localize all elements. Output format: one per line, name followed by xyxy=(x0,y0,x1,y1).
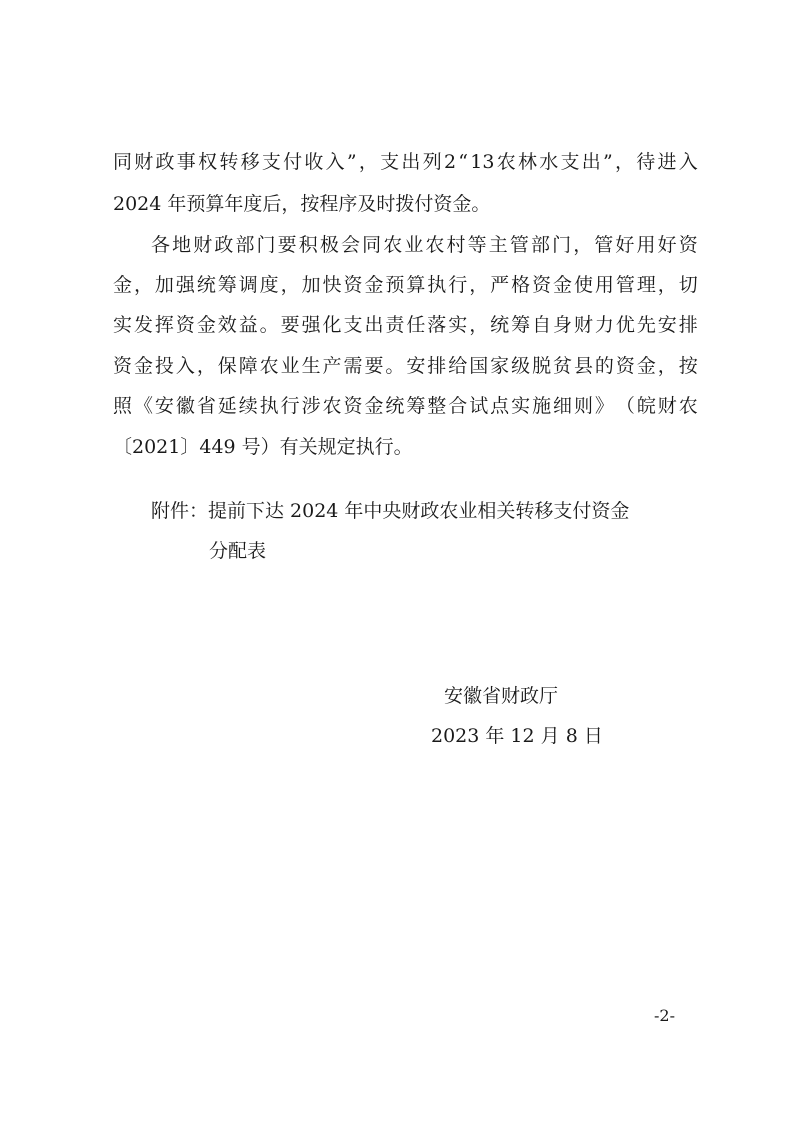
paragraph2-line-3-text-glyph: 支 xyxy=(343,314,363,336)
paragraph2-line-5-text-glyph: 涉 xyxy=(301,395,321,417)
paragraph1-line-1-text-glyph: 待 xyxy=(636,151,656,173)
paragraph2-line-4-text-glyph: 脱 xyxy=(532,355,552,377)
paragraph2-line-2-text-glyph: 金 xyxy=(113,274,133,296)
paragraph1-line-1-text-glyph: ” xyxy=(603,151,613,173)
paragraph1-line-1-text-glyph: 转 xyxy=(219,151,239,173)
paragraph2-line-4-text-glyph: 障 xyxy=(238,355,258,377)
paragraph2-line-4-text-glyph: 生 xyxy=(301,355,321,377)
paragraph2-line-5-text-glyph: 省 xyxy=(196,395,216,417)
paragraph2-line-4-text-glyph: 。 xyxy=(385,355,405,377)
paragraph1-line-1-text-glyph: 付 xyxy=(283,151,303,173)
paragraph2-line-2-text-glyph: 加 xyxy=(301,274,321,296)
paragraph2-line-4-text-glyph: 贫 xyxy=(553,355,573,377)
paragraph2-line-3-text-glyph: 财 xyxy=(573,314,593,336)
paragraph2-line-1-text-glyph: 村 xyxy=(446,234,466,256)
paragraph2-line-3-text-glyph: 筹 xyxy=(511,314,531,336)
paragraph2-line-3-text-glyph: 落 xyxy=(427,314,447,336)
paragraph2-line-2-text-glyph: 管 xyxy=(615,274,635,296)
paragraph2-line-5-text-glyph: 试 xyxy=(469,395,489,417)
paragraph2-line-3-text-glyph: 出 xyxy=(364,314,384,336)
paragraph2-line-3-text-glyph: 益 xyxy=(238,314,258,336)
paragraph2-line-1-text-glyph: 资 xyxy=(678,234,698,256)
paragraph2-line-1-text-glyph: 农 xyxy=(383,234,403,256)
paragraph2-line-1-text-glyph: 等 xyxy=(467,234,487,256)
paragraph2-line-2-text-glyph: 行 xyxy=(448,274,468,296)
paragraph1-line-1-text-glyph: ” xyxy=(346,151,357,173)
paragraph2-line-4-text-glyph: 农 xyxy=(259,355,279,377)
paragraph2-line-1-text-glyph: 门 xyxy=(256,234,276,256)
paragraph2-line-5-text-glyph: 合 xyxy=(448,395,468,417)
paragraph1-line-1 xyxy=(113,149,698,175)
paragraph2-line-1-text-glyph: 部 xyxy=(530,234,550,256)
paragraph2-line-4-text-glyph: 安 xyxy=(406,355,426,377)
paragraph2-line-2-text-glyph: 算 xyxy=(406,274,426,296)
paragraph2-line-1-text-glyph: 用 xyxy=(636,234,656,256)
paragraph2-line-6 xyxy=(113,434,413,460)
paragraph2-line-3-text-glyph: 实 xyxy=(113,314,133,336)
paragraph1-line-1-text-glyph: 出 xyxy=(581,151,601,173)
paragraph2-line-2-text-glyph: 统 xyxy=(196,274,216,296)
attachment-line-2: 分配表 xyxy=(209,540,267,562)
paragraph2-line-3-text-glyph: 资 xyxy=(175,314,195,336)
paragraph2-line-3-text-glyph: 安 xyxy=(657,314,677,336)
paragraph1-line-1-text-glyph: ， xyxy=(358,151,378,173)
paragraph2-line-5-text-glyph: 行 xyxy=(280,395,300,417)
paragraph2-line-4-text-glyph: 资 xyxy=(615,355,635,377)
paragraph2-line-5-text-glyph: 农 xyxy=(322,395,342,417)
paragraph2-line-4-text-glyph: 需 xyxy=(343,355,363,377)
paragraph2-line-5-text-glyph: 执 xyxy=(259,395,279,417)
paragraph2-line-3-text-glyph: 力 xyxy=(594,314,614,336)
paragraph2-line-5-text-glyph: 筹 xyxy=(406,395,426,417)
paragraph1-line-1-text-glyph: 林 xyxy=(517,151,537,173)
paragraph2-line-3-text-glyph: 挥 xyxy=(154,314,174,336)
paragraph1-line-1-text-glyph: 事 xyxy=(176,151,196,173)
paragraph2-line-4-text-glyph: ， xyxy=(196,355,216,377)
paragraph2-line-5-text-glyph: 《 xyxy=(133,395,153,417)
paragraph2-line-2-text-glyph: 强 xyxy=(175,274,195,296)
paragraph2-line-2-text-glyph: 快 xyxy=(322,274,342,296)
paragraph2-line-3 xyxy=(113,312,698,338)
paragraph2-line-5-text-glyph: 续 xyxy=(238,395,258,417)
page-number: -2- xyxy=(654,1006,675,1025)
paragraph2-line-1-text-glyph: 部 xyxy=(235,234,255,256)
paragraph1-line-1-text-glyph: 权 xyxy=(198,151,218,173)
paragraph2-line-4-text-glyph: 产 xyxy=(322,355,342,377)
paragraph2-line-4-text-glyph: 业 xyxy=(280,355,300,377)
paragraph2-line-5-text-glyph: 金 xyxy=(364,395,384,417)
paragraph2-line-3-text-glyph: ， xyxy=(469,314,489,336)
paragraph2-line-3-text-glyph: 效 xyxy=(217,314,237,336)
paragraph2-line-4-text-glyph: 按 xyxy=(678,355,698,377)
paragraph2-line-5-text-glyph: （ xyxy=(615,395,635,417)
paragraph2-line-2-text-glyph: ， xyxy=(469,274,489,296)
paragraph2-line-1-text-glyph: 政 xyxy=(214,234,234,256)
paragraph2-line-3-text xyxy=(113,312,698,338)
paragraph1-line-1-text-glyph: 出 xyxy=(401,151,421,173)
paragraph2-line-2 xyxy=(113,272,698,298)
paragraph2-line-1-text-glyph: 门 xyxy=(552,234,572,256)
paragraph1-line-1-text-glyph: 入 xyxy=(325,151,345,173)
paragraph2-line-5-text-glyph: 施 xyxy=(532,395,552,417)
paragraph2-line-5-text-glyph: 整 xyxy=(427,395,447,417)
paragraph2-line-4-text xyxy=(113,353,698,379)
paragraph2-line-1-text-glyph: 管 xyxy=(594,234,614,256)
paragraph2-line-5 xyxy=(113,393,698,419)
paragraph2-line-1-text-glyph: 极 xyxy=(319,234,339,256)
paragraph2-line-5-text-glyph: 点 xyxy=(490,395,510,417)
paragraph2-line-2-text-glyph: 度 xyxy=(259,274,279,296)
paragraph2-line-2-text-glyph: 预 xyxy=(385,274,405,296)
paragraph2-line-4-text-glyph: 金 xyxy=(133,355,153,377)
paragraph2-line-4 xyxy=(113,353,698,379)
paragraph2-line-2-text-glyph: 资 xyxy=(532,274,552,296)
paragraph2-line-1-text-glyph: 地 xyxy=(172,234,192,256)
paragraph2-line-3-text-glyph: 化 xyxy=(322,314,342,336)
paragraph2-line-4-text-glyph: 家 xyxy=(490,355,510,377)
paragraph2-line-5-text-glyph: 细 xyxy=(553,395,573,417)
paragraph2-line-2-text-glyph: 筹 xyxy=(217,274,237,296)
paragraph1-line-1-text-glyph: 2 xyxy=(443,151,457,173)
paragraph2-line-2-text-glyph: 格 xyxy=(511,274,531,296)
paragraph2-line-3-text-glyph: 自 xyxy=(532,314,552,336)
paragraph2-line-5-text-glyph: 农 xyxy=(678,395,698,417)
paragraph2-line-2-text-glyph: 使 xyxy=(573,274,593,296)
paragraph2-line-5-text-glyph: 实 xyxy=(511,395,531,417)
paragraph1-line-1-text-glyph: 列 xyxy=(422,151,442,173)
paragraph2-line-1-text-glyph: 农 xyxy=(425,234,445,256)
paragraph2-line-2-text-glyph: ， xyxy=(657,274,677,296)
paragraph2-line-3-text-glyph: 。 xyxy=(259,314,279,336)
paragraph2-line-1-text-glyph: 各 xyxy=(151,234,171,256)
paragraph2-line-4-text-glyph: 国 xyxy=(469,355,489,377)
paragraph1-line-1-text-glyph: “ xyxy=(458,151,469,173)
paragraph2-line-5-text-glyph: 徽 xyxy=(175,395,195,417)
paragraph2-line-2-text-glyph: 调 xyxy=(238,274,258,296)
paragraph2-line-4-text-glyph: 金 xyxy=(636,355,656,377)
paragraph1-line-1-text-glyph: 收 xyxy=(304,151,324,173)
paragraph2-line-2-text-glyph: 加 xyxy=(154,274,174,296)
paragraph2-line-5-text-glyph: 则 xyxy=(573,395,593,417)
paragraph2-line-3-text-glyph: 实 xyxy=(448,314,468,336)
paragraph2-line-3-text-glyph: 强 xyxy=(301,314,321,336)
paragraph1-line-1-text-glyph: 同 xyxy=(113,151,133,173)
paragraph2-line-1-text-glyph: 好 xyxy=(657,234,677,256)
paragraph2-line-5-text-glyph: 资 xyxy=(343,395,363,417)
paragraph2-line-1-text-glyph: 业 xyxy=(404,234,424,256)
paragraph2-line-2-text-glyph: 金 xyxy=(553,274,573,296)
paragraph2-line-1-text-glyph: 主 xyxy=(488,234,508,256)
paragraph2-line-3-text-glyph: 要 xyxy=(280,314,300,336)
paragraph2-line-5-text-glyph: 》 xyxy=(594,395,614,417)
paragraph2-line-2-text xyxy=(113,272,698,298)
paragraph2-line-1-text-glyph: 管 xyxy=(509,234,529,256)
paragraph2-line-3-text-glyph: 统 xyxy=(490,314,510,336)
paragraph1-line-1-text-glyph: 支 xyxy=(261,151,281,173)
paragraph2-line-4-text-glyph: 保 xyxy=(217,355,237,377)
attachment-line-1: 附件：提前下达 2024 年中央财政农业相关转移支付资金 xyxy=(151,500,630,522)
paragraph1-line-1-text-glyph: 支 xyxy=(560,151,580,173)
paragraph1-line-2 xyxy=(113,191,490,217)
paragraph2-line-2-text-glyph: 切 xyxy=(678,274,698,296)
paragraph2-line-1-text-glyph: 积 xyxy=(298,234,318,256)
paragraph2-line-1-text-glyph: 会 xyxy=(340,234,360,256)
paragraph2-line-3-text-glyph: 身 xyxy=(553,314,573,336)
paragraph2-line-4-text-glyph: 资 xyxy=(113,355,133,377)
paragraph2-line-2-text-glyph: 资 xyxy=(343,274,363,296)
paragraph2-line-2-text-glyph: 执 xyxy=(427,274,447,296)
paragraph2-line-3-text-glyph: 责 xyxy=(385,314,405,336)
paragraph2-line-1-text-glyph: 要 xyxy=(277,234,297,256)
paragraph1-line-1-text xyxy=(113,149,698,175)
paragraph1-line-1-text-glyph: 进 xyxy=(657,151,677,173)
paragraph2-line-6-text: 〔2021〕449 号）有关规定执行。 xyxy=(113,436,413,458)
paragraph2-line-1-text-glyph: ， xyxy=(573,234,593,256)
paragraph2-line-4-text-glyph: 的 xyxy=(594,355,614,377)
paragraph1-line-1-text-glyph: 支 xyxy=(380,151,400,173)
paragraph2-line-4-text-glyph: 入 xyxy=(175,355,195,377)
paragraph2-line-3-text-glyph: 优 xyxy=(615,314,635,336)
paragraph2-line-2-text-glyph: ， xyxy=(133,274,153,296)
paragraph2-line-3-text-glyph: 排 xyxy=(678,314,698,336)
paragraph1-line-1-text-glyph: 政 xyxy=(155,151,175,173)
paragraph2-line-1-text-glyph: 财 xyxy=(193,234,213,256)
paragraph1-line-1-text-glyph: 农 xyxy=(496,151,516,173)
paragraph2-line-5-text-glyph: 安 xyxy=(154,395,174,417)
paragraph2-line-1-text-glyph: 同 xyxy=(362,234,382,256)
paragraph1-line-1-text-glyph: 水 xyxy=(539,151,559,173)
paragraph1-line-1-text-glyph: 移 xyxy=(240,151,260,173)
paragraph1-line-1-text-glyph: 13 xyxy=(470,151,495,173)
paragraph2-line-5-text-glyph: 延 xyxy=(217,395,237,417)
paragraph1-line-2-text: 2024 年预算年度后，按程序及时拨付资金。 xyxy=(113,193,491,215)
paragraph2-line-1-text xyxy=(151,232,698,258)
paragraph2-line-3-text-glyph: 金 xyxy=(196,314,216,336)
paragraph2-line-3-text-glyph: 任 xyxy=(406,314,426,336)
paragraph2-line-4-text-glyph: 要 xyxy=(364,355,384,377)
issuer-name: 安徽省财政厅 xyxy=(444,685,559,707)
paragraph2-line-4-text-glyph: 级 xyxy=(511,355,531,377)
paragraph2-line-5-text-glyph: 财 xyxy=(657,395,677,417)
paragraph1-line-1-text-glyph: ， xyxy=(615,151,635,173)
paragraph2-line-5-text-glyph: 照 xyxy=(113,395,133,417)
paragraph2-line-5-text-glyph: 皖 xyxy=(636,395,656,417)
paragraph2-line-2-text-glyph: 用 xyxy=(594,274,614,296)
paragraph1-line-1-text-glyph: 入 xyxy=(678,151,698,173)
paragraph2-line-4-text-glyph: ， xyxy=(657,355,677,377)
paragraph2-line-2-text-glyph: 金 xyxy=(364,274,384,296)
paragraph2-line-2-text-glyph: 严 xyxy=(490,274,510,296)
paragraph2-line-2-text-glyph: ， xyxy=(280,274,300,296)
paragraph1-line-1-text-glyph: 财 xyxy=(134,151,154,173)
paragraph2-line-2-text-glyph: 理 xyxy=(636,274,656,296)
paragraph2-line-3-text-glyph: 发 xyxy=(133,314,153,336)
paragraph2-line-4-text-glyph: 给 xyxy=(448,355,468,377)
paragraph2-line-1 xyxy=(151,232,698,258)
paragraph2-line-4-text-glyph: 排 xyxy=(427,355,447,377)
paragraph2-line-4-text-glyph: 投 xyxy=(154,355,174,377)
paragraph2-line-5-text-glyph: 统 xyxy=(385,395,405,417)
paragraph2-line-5-text xyxy=(113,393,698,419)
paragraph2-line-3-text-glyph: 先 xyxy=(636,314,656,336)
paragraph2-line-4-text-glyph: 县 xyxy=(573,355,593,377)
issue-date: 2023 年 12 月 8 日 xyxy=(431,725,603,747)
paragraph2-line-1-text-glyph: 好 xyxy=(615,234,635,256)
